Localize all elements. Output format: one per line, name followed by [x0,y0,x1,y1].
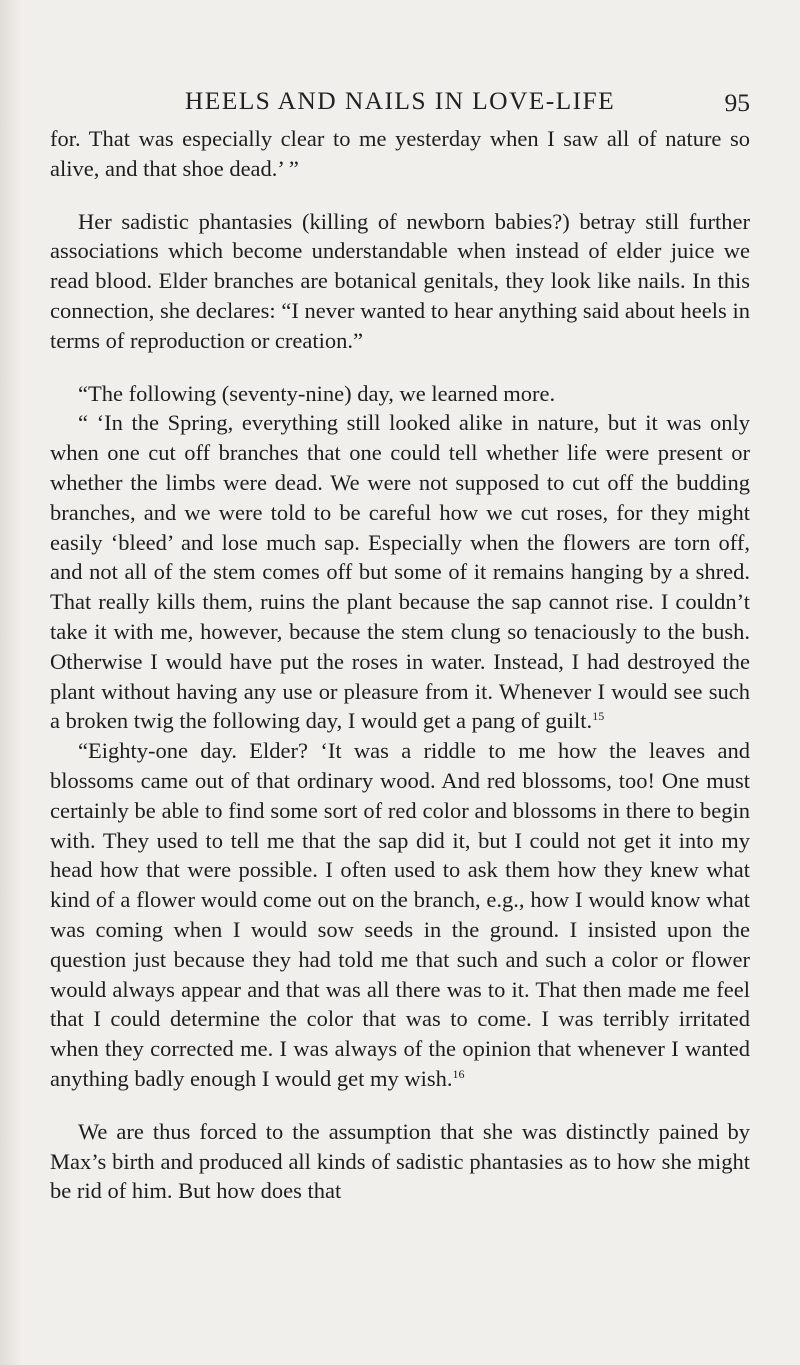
footnote-marker: 16 [452,1066,465,1081]
paragraph-text: “The following (seventy-nine) day, we learned more. [78,380,556,406]
paragraph-seventy-nine-day [50,379,750,409]
paragraph-assumption [50,1117,750,1206]
book-page [50,80,750,1206]
body-text [50,124,750,1206]
paragraph-continuation [50,124,750,184]
paragraph-eighty-one-day [50,736,750,1094]
paragraph-text: “ ‘In the Spring, everything still looked alike in nature, but it was only when one cut off branches that one could tell whether life were present or whether the limbs were dead. We were not supposed to cut off the budding branches, and we were told to be careful how we cut roses, for they might easily ‘bleed’ and lose much sap. Especially when the flowers are torn off, and not all of the stem comes off but some of it remains hanging by a shred. That really kills them, ruins the plant because the sap cannot rise. I couldn’t take it with me, however, because the stem clung so tenaciously to the bush. Otherwise I would have put the roses in water. Instead, I had destroyed the plant without having any use or pleasure from it. Whenever I would see such a broken twig the following day, I would get a pang of guilt. [50,410,750,734]
page-gutter-shadow [0,0,22,1365]
running-title: HEELS AND NAILS IN LOVE-LIFE [184,86,616,115]
paragraph-spring-quote [50,408,750,736]
paragraph-text: Her sadistic phantasies (killing of newborn babies?) betray still further associations which become understandable when instead of elder juice we read blood. Elder branches are botanical genitals, they look like nails. In this connection, she declares: “I never wanted to hear anything said about heels in terms of reproduction or creation.” [50,208,750,353]
paragraph-sadistic-phantasies [50,207,750,356]
paragraph-text: “Eighty-one day. Elder? ‘It was a riddle to me how the leaves and blossoms came out of that ordinary wood. And red blossoms, too! One must certainly be able to find some sort of red color and blossoms in there to begin with. They used to tell me that the sap did it, but I could not get it into my head how that were possible. I often used to ask them how they knew what kind of a flower would come out on the branch, e.g., how I would know what was coming when I would sow seeds in the ground. I insisted upon the question just because they had told me that such and such a color or flower would always appear and that was all there was to it. That then made me feel that I could determine the color that was to come. I was terribly irritated when they corrected me. I was always of the opinion that whenever I wanted anything badly enough I would get my wish. [50,738,750,1091]
paragraph-text: for. That was especially clear to me yesterday when I saw all of nature so alive, and that shoe dead.’ ” [50,126,750,181]
page-number: 95 [724,88,750,117]
footnote-marker: 15 [592,709,605,724]
running-head [50,80,750,116]
paragraph-text: We are thus forced to the assumption that she was distinctly pained by Max’s birth and produced all kinds of sadistic phantasies as to how she might be rid of him. But how does that [50,1118,750,1204]
